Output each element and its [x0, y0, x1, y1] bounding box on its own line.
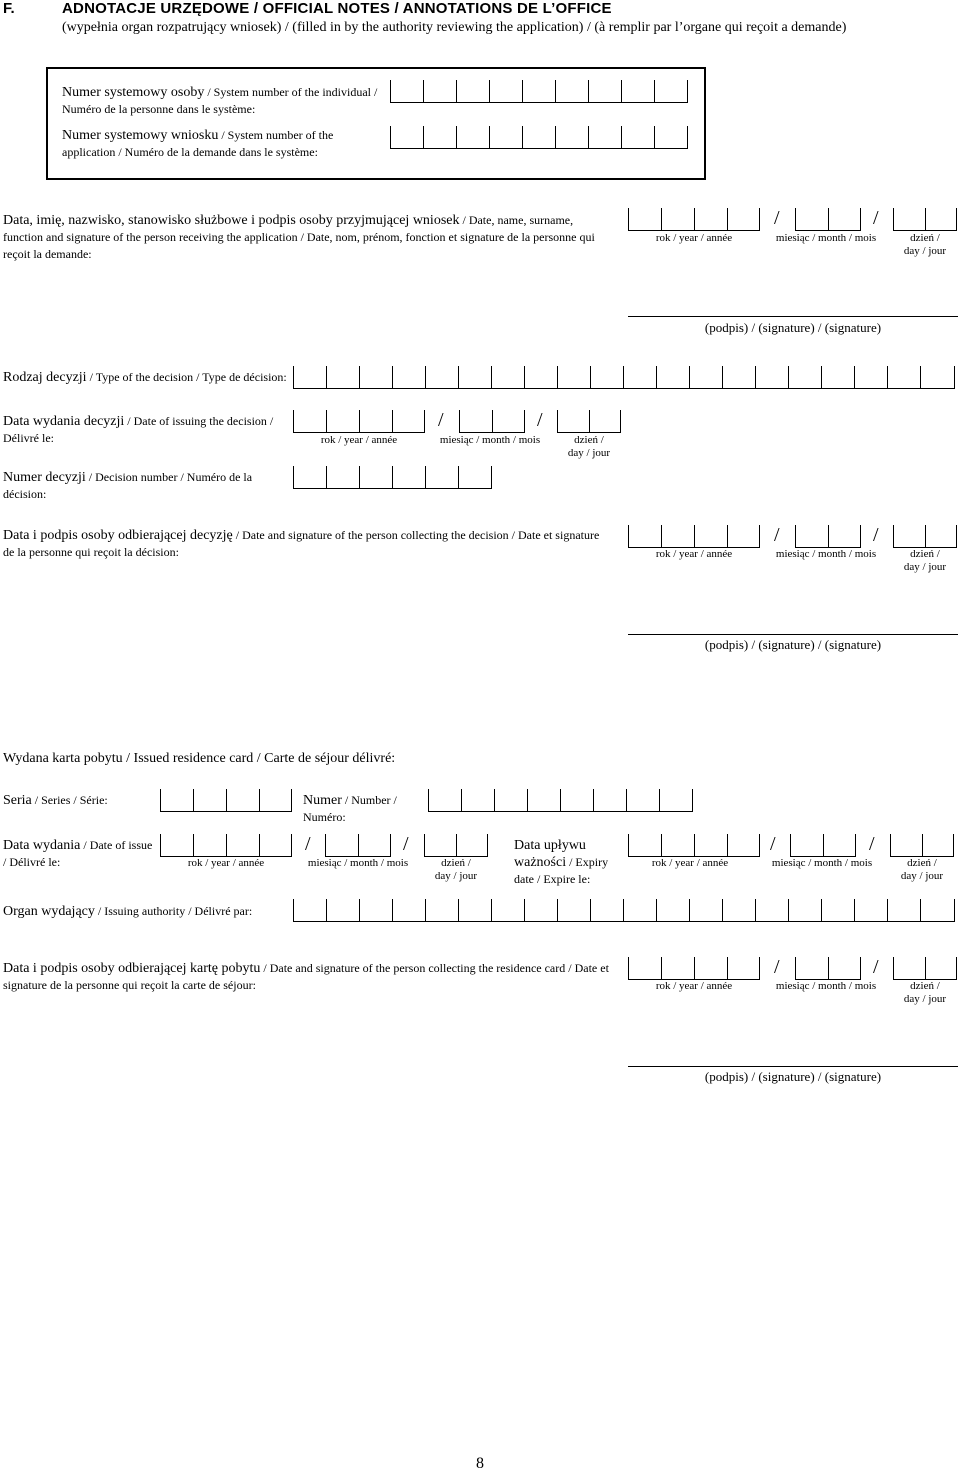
- year-label: rok / year / année: [655, 980, 733, 992]
- application-system-number-label: Numer systemowy wniosku / System number of the application / Numéro de la demande dans le système:: [62, 128, 334, 159]
- card-expiry-day-input[interactable]: [890, 834, 954, 857]
- card-expiry-month-input[interactable]: [790, 834, 856, 857]
- day-label: dzień / day / jour: [903, 980, 947, 1005]
- date-separator: /: [873, 956, 879, 978]
- month-label: miesiąc / month / mois: [775, 980, 877, 992]
- section-subtitle: (wypełnia organ rozpatrujący wniosek) / (filled in by the authority reviewing the application) / (à remplir par l’organe qui reçoit a demande): [62, 20, 847, 35]
- collect-card-month-input[interactable]: [795, 957, 861, 980]
- day-label: dzień / day / jour: [900, 857, 944, 882]
- page-number: 8: [476, 1455, 484, 1472]
- year-label: rok / year / année: [655, 232, 733, 244]
- decision-issue-date-label: Data wydania decyzji / Date of issuing the decision / Délivré le:: [3, 414, 274, 445]
- receiving-month-input[interactable]: [795, 208, 861, 231]
- receiving-signature-line[interactable]: [628, 316, 958, 317]
- receiving-person-label: Data, imię, nazwisko, stanowisko służbowe i podpis osoby przyjmującej wniosek / Date, name, surname, function and signature of the person receiving the application / Date, nom, prénom, fonction et signature de la personne qui reçoit la demande:: [3, 213, 595, 261]
- collect-card-day-input[interactable]: [893, 957, 957, 980]
- date-separator: /: [869, 833, 875, 855]
- year-label: rok / year / année: [320, 434, 398, 446]
- decision-month-input[interactable]: [459, 410, 525, 433]
- month-label: miesiąc / month / mois: [307, 857, 409, 869]
- card-issue-year-input[interactable]: [160, 834, 292, 857]
- issued-card-label: Wydana karta pobytu / Issued residence card / Carte de séjour délivré:: [3, 751, 396, 766]
- date-separator: /: [438, 409, 444, 431]
- collect-decision-label: Data i podpis osoby odbierającej decyzję / Date and signature of the person collecting the decision / Date et signature de la personne qui reçoit la décision:: [3, 528, 600, 559]
- card-issue-month-input[interactable]: [325, 834, 391, 857]
- card-series-label: Seria / Series / Série:: [3, 793, 108, 808]
- signature-caption: (podpis) / (signature) / (signature): [704, 637, 882, 652]
- collect-decision-day-input[interactable]: [893, 525, 957, 548]
- year-label: rok / year / année: [655, 548, 733, 560]
- date-separator: /: [403, 833, 409, 855]
- date-separator: /: [537, 409, 543, 431]
- date-separator: /: [873, 524, 879, 546]
- day-label: dzień / day / jour: [434, 857, 478, 882]
- collect-decision-signature-line[interactable]: [628, 634, 958, 635]
- card-expiry-date-label: Data upływu ważności / Expiry date / Expire le:: [514, 838, 609, 886]
- date-separator: /: [305, 833, 311, 855]
- card-expiry-year-input[interactable]: [628, 834, 760, 857]
- section-letter: F.: [3, 0, 15, 17]
- receiving-day-input[interactable]: [893, 208, 957, 231]
- issuing-authority-label: Organ wydający / Issuing authority / Délivré par:: [3, 904, 253, 919]
- issuing-authority-input[interactable]: [293, 899, 955, 922]
- section-title: ADNOTACJE URZĘDOWE / OFFICIAL NOTES / ANNOTATIONS DE L’OFFICE: [62, 0, 612, 17]
- card-number-input[interactable]: [428, 789, 693, 812]
- person-system-number-input[interactable]: [390, 80, 688, 103]
- card-series-input[interactable]: [160, 789, 292, 812]
- person-system-number-label: Numer systemowy osoby / System number of the individual / Numéro de la personne dans le système:: [62, 85, 378, 116]
- decision-number-input[interactable]: [293, 466, 492, 489]
- month-label: miesiąc / month / mois: [775, 548, 877, 560]
- receiving-year-input[interactable]: [628, 208, 760, 231]
- signature-caption: (podpis) / (signature) / (signature): [704, 1069, 882, 1084]
- collect-card-signature-line[interactable]: [628, 1066, 958, 1067]
- decision-day-input[interactable]: [557, 410, 621, 433]
- date-separator: /: [774, 956, 780, 978]
- month-label: miesiąc / month / mois: [771, 857, 873, 869]
- day-label: dzień / day / jour: [903, 232, 947, 257]
- collect-decision-month-input[interactable]: [795, 525, 861, 548]
- date-separator: /: [873, 207, 879, 229]
- date-separator: /: [770, 833, 776, 855]
- decision-year-input[interactable]: [293, 410, 425, 433]
- collect-card-label: Data i podpis osoby odbierającej kartę pobytu / Date and signature of the person collecting the residence card / Date et signature de la personne qui reçoit la carte de séjour:: [3, 961, 609, 992]
- month-label: miesiąc / month / mois: [775, 232, 877, 244]
- year-label: rok / year / année: [651, 857, 729, 869]
- card-number-label: Numer / Number / Numéro:: [303, 793, 397, 824]
- collect-decision-year-input[interactable]: [628, 525, 760, 548]
- decision-number-label: Numer decyzji / Decision number / Numéro de la décision:: [3, 470, 253, 501]
- date-separator: /: [774, 524, 780, 546]
- application-system-number-input[interactable]: [390, 126, 688, 149]
- collect-card-year-input[interactable]: [628, 957, 760, 980]
- month-label: miesiąc / month / mois: [439, 434, 541, 446]
- year-label: rok / year / année: [187, 857, 265, 869]
- day-label: dzień / day / jour: [567, 434, 611, 459]
- card-issue-day-input[interactable]: [424, 834, 488, 857]
- day-label: dzień / day / jour: [903, 548, 947, 573]
- date-separator: /: [774, 207, 780, 229]
- decision-type-input[interactable]: [293, 366, 955, 389]
- signature-caption: (podpis) / (signature) / (signature): [704, 320, 882, 335]
- decision-type-label: Rodzaj decyzji / Type of the decision / Type de décision:: [3, 370, 287, 385]
- card-issue-date-label: Data wydania / Date of issue / Délivré le:: [3, 838, 153, 869]
